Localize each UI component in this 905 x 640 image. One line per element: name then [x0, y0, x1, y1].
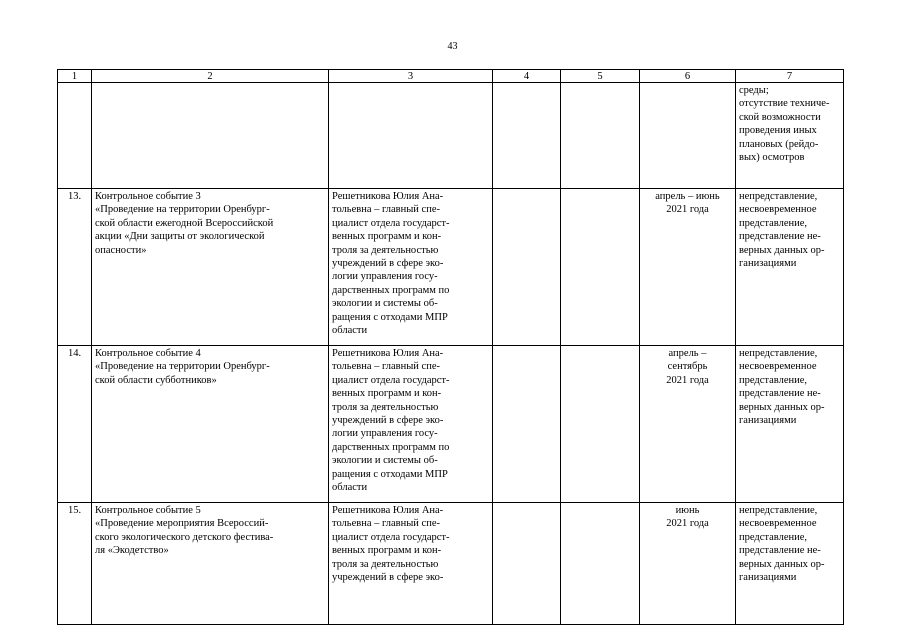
risks-cell: непредставление, несвоевременное представление, представление не- верных данных ор- ганизациями — [736, 346, 844, 503]
risks-cell: среды; отсутствие техниче- ской возможности проведения иных плановых (рейдо- вых) осмотров — [736, 83, 844, 189]
column-4-cell — [493, 189, 561, 346]
column-number: 3 — [329, 70, 493, 83]
column-number-row — [58, 70, 844, 83]
responsible-cell: Решетникова Юлия Ана- тольевна – главный спе- циалист отдела государст- венных программ и кон- троля за деятельностью учреждений в сфере эко- логии управления госу- дарственных программ по экологии и системы об- ращения с отходами МПР области — [329, 189, 493, 346]
row-number — [58, 83, 92, 189]
page-number: 43 — [447, 41, 458, 52]
column-number: 2 — [92, 70, 329, 83]
column-number: 5 — [561, 70, 640, 83]
risks-cell: непредставление, несвоевременное представление, представление не- верных данных ор- ганизациями — [736, 189, 844, 346]
column-5-cell — [561, 83, 640, 189]
column-5-cell — [561, 189, 640, 346]
period-cell: апрель – июнь 2021 года — [640, 189, 736, 346]
responsible-cell — [329, 83, 493, 189]
period-cell — [640, 83, 736, 189]
column-number: 1 — [58, 70, 92, 83]
events-table — [57, 69, 844, 625]
table-row — [58, 189, 844, 346]
continuation-row — [58, 83, 844, 189]
column-number: 4 — [493, 70, 561, 83]
responsible-cell: Решетникова Юлия Ана- тольевна – главный спе- циалист отдела государст- венных программ и кон- троля за деятельностью учреждений в сфере эко- логии управления госу- дарственных программ по экологии и системы об- ращения с отходами МПР области — [329, 346, 493, 503]
table-row — [58, 346, 844, 503]
responsible-cell: Решетникова Юлия Ана- тольевна – главный спе- циалист отдела государст- венных программ и кон- троля за деятельностью учреждений в сфере эко- — [329, 503, 493, 625]
row-number: 14. — [58, 346, 92, 503]
column-number: 7 — [736, 70, 844, 83]
risks-cell: непредставление, несвоевременное представление, представление не- верных данных ор- ганизациями — [736, 503, 844, 625]
event-cell: Контрольное событие 3 «Проведение на территории Оренбург- ской области ежегодной Всероссийской акции «Дни защиты от экологической опасности» — [92, 189, 329, 346]
column-5-cell — [561, 346, 640, 503]
period-cell: июнь 2021 года — [640, 503, 736, 625]
column-4-cell — [493, 83, 561, 189]
row-number: 13. — [58, 189, 92, 346]
event-cell: Контрольное событие 5 «Проведение мероприятия Всероссий- ского экологического детского фестива- ля «Экодетство» — [92, 503, 329, 625]
event-cell: Контрольное событие 4 «Проведение на территории Оренбург- ской области субботников» — [92, 346, 329, 503]
table-row — [58, 503, 844, 625]
row-number: 15. — [58, 503, 92, 625]
column-5-cell — [561, 503, 640, 625]
column-number: 6 — [640, 70, 736, 83]
event-cell — [92, 83, 329, 189]
period-cell: апрель – сентябрь 2021 года — [640, 346, 736, 503]
column-4-cell — [493, 346, 561, 503]
column-4-cell — [493, 503, 561, 625]
